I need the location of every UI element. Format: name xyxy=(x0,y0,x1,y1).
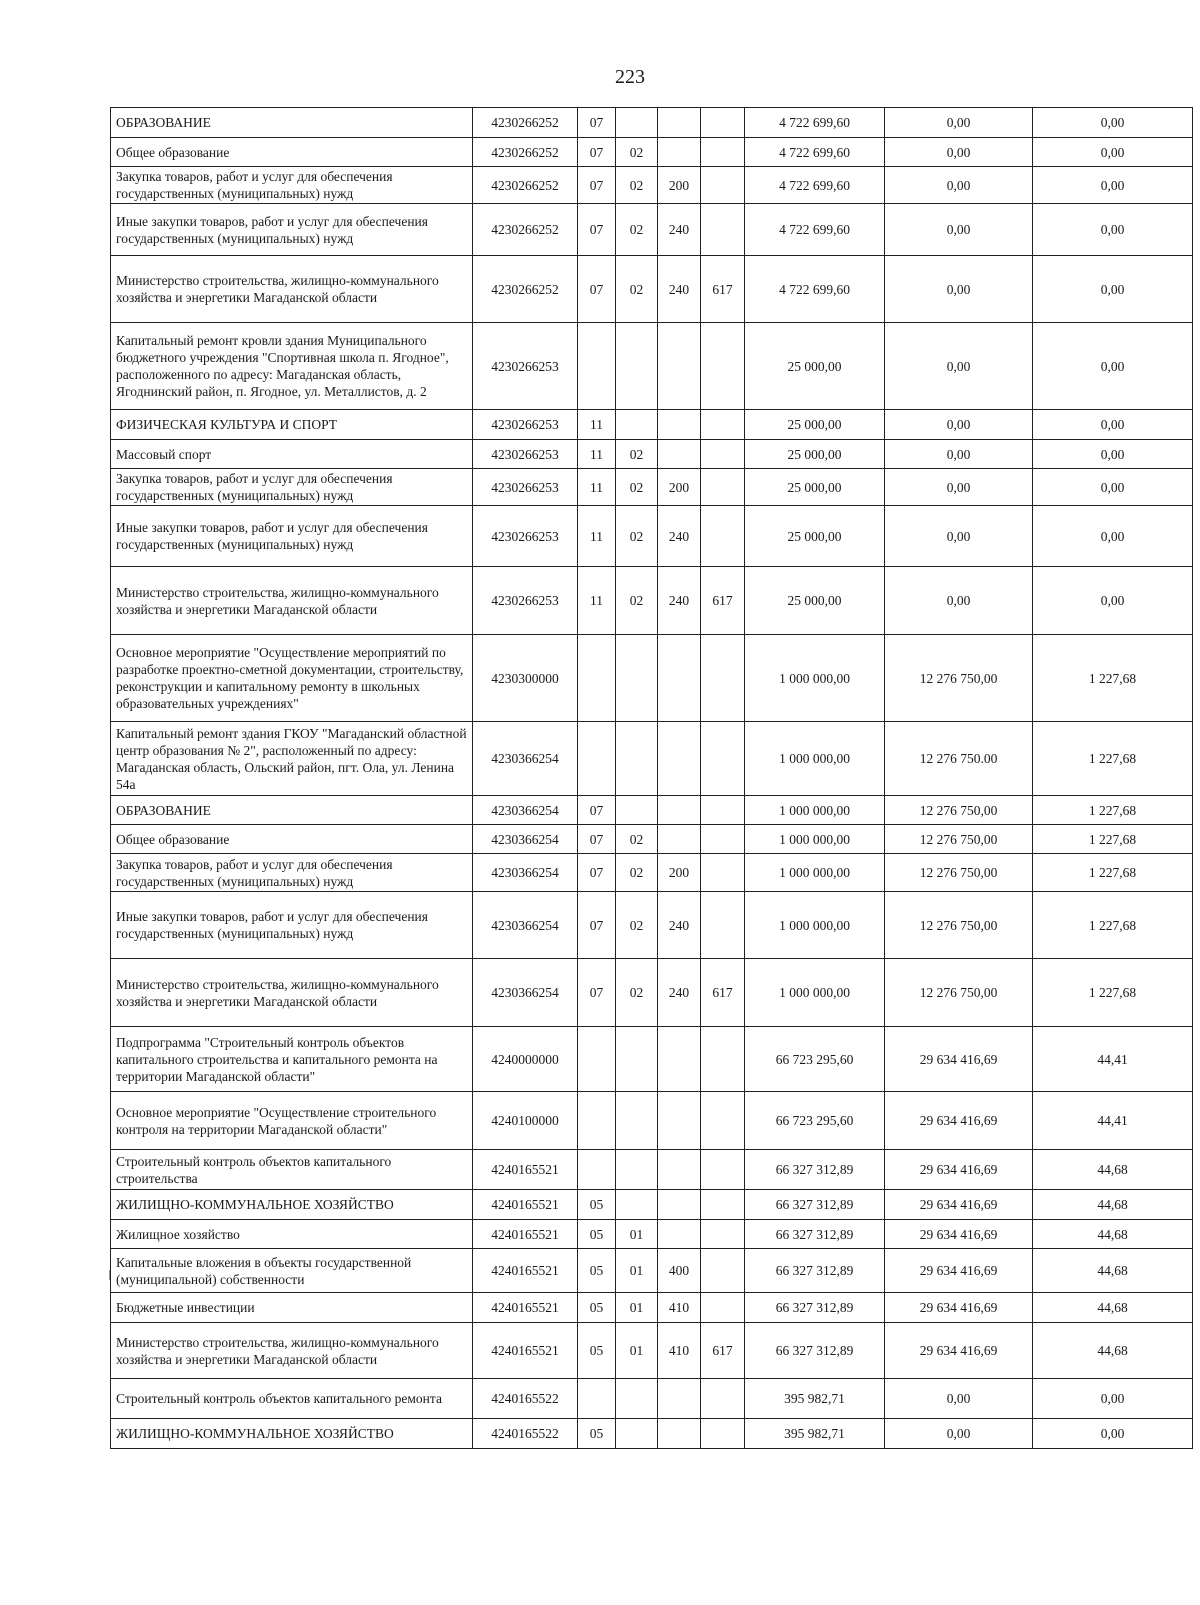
administrator-code xyxy=(701,138,745,167)
section-code xyxy=(578,1150,616,1190)
actual-amount: 0,00 xyxy=(885,167,1033,204)
planned-amount: 66 327 312,89 xyxy=(745,1249,885,1293)
administrator-code xyxy=(701,1150,745,1190)
expense-type-code xyxy=(658,1379,701,1419)
execution-percent: 0,00 xyxy=(1033,1419,1193,1449)
administrator-code xyxy=(701,1379,745,1419)
table-body xyxy=(111,108,1193,1449)
actual-amount: 0,00 xyxy=(885,567,1033,635)
section-code: 05 xyxy=(578,1249,616,1293)
subsection-code: 01 xyxy=(616,1249,658,1293)
subsection-code: 02 xyxy=(616,256,658,323)
planned-amount: 4 722 699,60 xyxy=(745,167,885,204)
administrator-code xyxy=(701,722,745,796)
subsection-code: 02 xyxy=(616,440,658,469)
budget-item-name: Министерство строительства, жилищно-коммунального хозяйства и энергетики Магаданской области xyxy=(111,567,473,635)
budget-item-name: Министерство строительства, жилищно-коммунального хозяйства и энергетики Магаданской области xyxy=(111,256,473,323)
execution-percent: 0,00 xyxy=(1033,440,1193,469)
expense-type-code xyxy=(658,1220,701,1249)
subsection-code xyxy=(616,410,658,440)
section-code: 05 xyxy=(578,1293,616,1323)
expense-type-code: 240 xyxy=(658,256,701,323)
expense-type-code xyxy=(658,108,701,138)
expense-type-code: 410 xyxy=(658,1323,701,1379)
section-code: 07 xyxy=(578,825,616,854)
section-code xyxy=(578,1027,616,1092)
budget-item-name: Основное мероприятие "Осуществление мероприятий по разработке проектно-сметной документации, строительству, реконструкции и капитальному ремонту в школьных образовательных учреждениях" xyxy=(111,635,473,722)
planned-amount: 1 000 000,00 xyxy=(745,825,885,854)
table-row xyxy=(111,959,1193,1027)
actual-amount: 12 276 750,00 xyxy=(885,854,1033,892)
actual-amount: 0,00 xyxy=(885,108,1033,138)
budget-item-name: Иные закупки товаров, работ и услуг для обеспечения государственных (муниципальных) нужд xyxy=(111,204,473,256)
target-article-code: 4240100000 xyxy=(473,1092,578,1150)
budget-item-name: Закупка товаров, работ и услуг для обеспечения государственных (муниципальных) нужд xyxy=(111,854,473,892)
actual-amount: 0,00 xyxy=(885,1419,1033,1449)
administrator-code xyxy=(701,1220,745,1249)
table-row xyxy=(111,796,1193,825)
target-article-code: 4230300000 xyxy=(473,635,578,722)
execution-percent: 0,00 xyxy=(1033,256,1193,323)
execution-percent: 44,41 xyxy=(1033,1027,1193,1092)
actual-amount: 29 634 416,69 xyxy=(885,1150,1033,1190)
section-code: 05 xyxy=(578,1323,616,1379)
table-row xyxy=(111,825,1193,854)
target-article-code: 4230266253 xyxy=(473,567,578,635)
target-article-code: 4230366254 xyxy=(473,959,578,1027)
planned-amount: 4 722 699,60 xyxy=(745,108,885,138)
expense-type-code xyxy=(658,722,701,796)
actual-amount: 12 276 750,00 xyxy=(885,959,1033,1027)
planned-amount: 4 722 699,60 xyxy=(745,138,885,167)
subsection-code: 02 xyxy=(616,567,658,635)
target-article-code: 4230366254 xyxy=(473,854,578,892)
subsection-code: 02 xyxy=(616,506,658,567)
section-code: 07 xyxy=(578,167,616,204)
execution-percent: 44,68 xyxy=(1033,1293,1193,1323)
actual-amount: 0,00 xyxy=(885,323,1033,410)
administrator-code xyxy=(701,635,745,722)
table-row xyxy=(111,1419,1193,1449)
administrator-code xyxy=(701,204,745,256)
budget-item-name: ЖИЛИЩНО-КОММУНАЛЬНОЕ ХОЗЯЙСТВО xyxy=(111,1190,473,1220)
subsection-code xyxy=(616,796,658,825)
administrator-code xyxy=(701,892,745,959)
execution-percent: 0,00 xyxy=(1033,204,1193,256)
target-article-code: 4240165521 xyxy=(473,1150,578,1190)
section-code: 07 xyxy=(578,959,616,1027)
table-row xyxy=(111,256,1193,323)
target-article-code: 4240165521 xyxy=(473,1190,578,1220)
target-article-code: 4230266253 xyxy=(473,323,578,410)
expense-type-code xyxy=(658,796,701,825)
execution-percent: 0,00 xyxy=(1033,138,1193,167)
actual-amount: 0,00 xyxy=(885,469,1033,506)
administrator-code xyxy=(701,440,745,469)
planned-amount: 25 000,00 xyxy=(745,469,885,506)
target-article-code: 4230366254 xyxy=(473,722,578,796)
section-code xyxy=(578,323,616,410)
expense-type-code xyxy=(658,323,701,410)
target-article-code: 4230266252 xyxy=(473,138,578,167)
administrator-code xyxy=(701,1027,745,1092)
execution-percent: 1 227,68 xyxy=(1033,959,1193,1027)
section-code: 11 xyxy=(578,440,616,469)
expense-type-code xyxy=(658,825,701,854)
administrator-code xyxy=(701,1190,745,1220)
actual-amount: 29 634 416,69 xyxy=(885,1293,1033,1323)
table-row xyxy=(111,1150,1193,1190)
expense-type-code xyxy=(658,138,701,167)
section-code: 07 xyxy=(578,108,616,138)
actual-amount: 0,00 xyxy=(885,256,1033,323)
planned-amount: 66 723 295,60 xyxy=(745,1027,885,1092)
subsection-code xyxy=(616,1092,658,1150)
section-code: 11 xyxy=(578,506,616,567)
section-code: 07 xyxy=(578,892,616,959)
table-row xyxy=(111,410,1193,440)
administrator-code xyxy=(701,108,745,138)
administrator-code: 617 xyxy=(701,1323,745,1379)
expense-type-code xyxy=(658,440,701,469)
budget-item-name: Иные закупки товаров, работ и услуг для обеспечения государственных (муниципальных) нужд xyxy=(111,892,473,959)
section-code xyxy=(578,1379,616,1419)
section-code: 11 xyxy=(578,410,616,440)
expense-type-code xyxy=(658,1150,701,1190)
budget-item-name: Иные закупки товаров, работ и услуг для обеспечения государственных (муниципальных) нужд xyxy=(111,506,473,567)
execution-percent: 44,68 xyxy=(1033,1249,1193,1293)
administrator-code xyxy=(701,825,745,854)
administrator-code xyxy=(701,1249,745,1293)
section-code xyxy=(578,1092,616,1150)
target-article-code: 4240000000 xyxy=(473,1027,578,1092)
administrator-code xyxy=(701,1092,745,1150)
administrator-code xyxy=(701,323,745,410)
budget-item-name: ЖИЛИЩНО-КОММУНАЛЬНОЕ ХОЗЯЙСТВО xyxy=(111,1419,473,1449)
target-article-code: 4230366254 xyxy=(473,892,578,959)
section-code: 07 xyxy=(578,138,616,167)
target-article-code: 4240165521 xyxy=(473,1249,578,1293)
planned-amount: 1 000 000,00 xyxy=(745,854,885,892)
target-article-code: 4230266253 xyxy=(473,506,578,567)
expense-type-code: 240 xyxy=(658,567,701,635)
actual-amount: 0,00 xyxy=(885,410,1033,440)
planned-amount: 66 327 312,89 xyxy=(745,1323,885,1379)
table-row xyxy=(111,722,1193,796)
budget-item-name: Общее образование xyxy=(111,138,473,167)
execution-percent: 0,00 xyxy=(1033,567,1193,635)
budget-item-name: Основное мероприятие "Осуществление строительного контроля на территории Магаданской области" xyxy=(111,1092,473,1150)
planned-amount: 1 000 000,00 xyxy=(745,796,885,825)
planned-amount: 25 000,00 xyxy=(745,506,885,567)
administrator-code xyxy=(701,1419,745,1449)
execution-percent: 0,00 xyxy=(1033,1379,1193,1419)
budget-item-name: Капитальный ремонт здания ГКОУ "Магаданский областной центр образования № 2", расположенный по адресу: Магаданская область, Ольский район, пгт. Ола, ул. Ленина 54а xyxy=(111,722,473,796)
budget-item-name: ОБРАЗОВАНИЕ xyxy=(111,108,473,138)
subsection-code xyxy=(616,1419,658,1449)
actual-amount: 29 634 416,69 xyxy=(885,1220,1033,1249)
budget-item-name: Бюджетные инвестиции xyxy=(111,1293,473,1323)
planned-amount: 25 000,00 xyxy=(745,410,885,440)
table-row xyxy=(111,167,1193,204)
administrator-code xyxy=(701,506,745,567)
subsection-code xyxy=(616,635,658,722)
actual-amount: 29 634 416,69 xyxy=(885,1323,1033,1379)
table-row xyxy=(111,108,1193,138)
section-code: 07 xyxy=(578,256,616,323)
planned-amount: 395 982,71 xyxy=(745,1419,885,1449)
budget-item-name: Строительный контроль объектов капитального строительства xyxy=(111,1150,473,1190)
subsection-code xyxy=(616,1027,658,1092)
actual-amount: 0,00 xyxy=(885,440,1033,469)
section-code: 05 xyxy=(578,1190,616,1220)
table-row xyxy=(111,1190,1193,1220)
budget-item-name: Подпрограмма "Строительный контроль объектов капитального строительства и капитального ремонта на территории Магаданской области" xyxy=(111,1027,473,1092)
expense-type-code: 200 xyxy=(658,469,701,506)
table-row xyxy=(111,469,1193,506)
actual-amount: 0,00 xyxy=(885,204,1033,256)
administrator-code xyxy=(701,796,745,825)
budget-item-name: Жилищное хозяйство xyxy=(111,1220,473,1249)
actual-amount: 12 276 750,00 xyxy=(885,825,1033,854)
expense-type-code xyxy=(658,410,701,440)
expense-type-code xyxy=(658,1092,701,1150)
section-code: 07 xyxy=(578,204,616,256)
budget-item-name: ОБРАЗОВАНИЕ xyxy=(111,796,473,825)
budget-item-name: Массовый спорт xyxy=(111,440,473,469)
planned-amount: 25 000,00 xyxy=(745,440,885,469)
subsection-code: 02 xyxy=(616,959,658,1027)
expense-type-code xyxy=(658,1027,701,1092)
actual-amount: 29 634 416,69 xyxy=(885,1249,1033,1293)
execution-percent: 0,00 xyxy=(1033,108,1193,138)
expense-type-code: 240 xyxy=(658,892,701,959)
subsection-code xyxy=(616,1190,658,1220)
execution-percent: 0,00 xyxy=(1033,167,1193,204)
expense-type-code: 240 xyxy=(658,506,701,567)
subsection-code: 02 xyxy=(616,892,658,959)
subsection-code: 01 xyxy=(616,1293,658,1323)
section-code xyxy=(578,722,616,796)
section-code: 11 xyxy=(578,469,616,506)
execution-percent: 0,00 xyxy=(1033,506,1193,567)
administrator-code xyxy=(701,854,745,892)
administrator-code xyxy=(701,167,745,204)
planned-amount: 1 000 000,00 xyxy=(745,959,885,1027)
budget-item-name: Министерство строительства, жилищно-коммунального хозяйства и энергетики Магаданской области xyxy=(111,1323,473,1379)
execution-percent: 1 227,68 xyxy=(1033,825,1193,854)
subsection-code xyxy=(616,1150,658,1190)
execution-percent: 1 227,68 xyxy=(1033,635,1193,722)
expense-type-code: 400 xyxy=(658,1249,701,1293)
actual-amount: 29 634 416,69 xyxy=(885,1190,1033,1220)
target-article-code: 4240165522 xyxy=(473,1419,578,1449)
target-article-code: 4230266252 xyxy=(473,167,578,204)
table-row xyxy=(111,1379,1193,1419)
execution-percent: 0,00 xyxy=(1033,323,1193,410)
administrator-code xyxy=(701,410,745,440)
table-row xyxy=(111,138,1193,167)
target-article-code: 4240165522 xyxy=(473,1379,578,1419)
planned-amount: 1 000 000,00 xyxy=(745,635,885,722)
administrator-code: 617 xyxy=(701,959,745,1027)
subsection-code: 02 xyxy=(616,854,658,892)
table-row xyxy=(111,1027,1193,1092)
table-row xyxy=(111,567,1193,635)
table-row xyxy=(111,1220,1193,1249)
execution-percent: 44,68 xyxy=(1033,1150,1193,1190)
execution-percent: 44,68 xyxy=(1033,1323,1193,1379)
administrator-code: 617 xyxy=(701,567,745,635)
actual-amount: 29 634 416,69 xyxy=(885,1027,1033,1092)
table-row xyxy=(111,635,1193,722)
planned-amount: 4 722 699,60 xyxy=(745,256,885,323)
expense-type-code: 240 xyxy=(658,204,701,256)
planned-amount: 25 000,00 xyxy=(745,567,885,635)
planned-amount: 395 982,71 xyxy=(745,1379,885,1419)
budget-item-name: Капитальные вложения в объекты государственной (муниципальной) собственности xyxy=(111,1249,473,1293)
actual-amount: 12 276 750,00 xyxy=(885,635,1033,722)
actual-amount: 12 276 750.00 xyxy=(885,722,1033,796)
actual-amount: 12 276 750,00 xyxy=(885,796,1033,825)
target-article-code: 4230266252 xyxy=(473,108,578,138)
planned-amount: 4 722 699,60 xyxy=(745,204,885,256)
subsection-code: 01 xyxy=(616,1323,658,1379)
administrator-code: 617 xyxy=(701,256,745,323)
budget-item-name: Закупка товаров, работ и услуг для обеспечения государственных (муниципальных) нужд xyxy=(111,167,473,204)
scan-artifact xyxy=(109,1270,110,1280)
actual-amount: 0,00 xyxy=(885,1379,1033,1419)
target-article-code: 4230366254 xyxy=(473,796,578,825)
actual-amount: 0,00 xyxy=(885,138,1033,167)
execution-percent: 0,00 xyxy=(1033,410,1193,440)
target-article-code: 4230266252 xyxy=(473,256,578,323)
execution-percent: 1 227,68 xyxy=(1033,892,1193,959)
actual-amount: 12 276 750,00 xyxy=(885,892,1033,959)
subsection-code: 01 xyxy=(616,1220,658,1249)
table-row xyxy=(111,1293,1193,1323)
budget-item-name: Строительный контроль объектов капитального ремонта xyxy=(111,1379,473,1419)
budget-item-name: Общее образование xyxy=(111,825,473,854)
budget-item-name: Министерство строительства, жилищно-коммунального хозяйства и энергетики Магаданской области xyxy=(111,959,473,1027)
expense-type-code: 240 xyxy=(658,959,701,1027)
budget-item-name: Капитальный ремонт кровли здания Муниципального бюджетного учреждения "Спортивная школа п. Ягодное", расположенного по адресу: Магаданская область, Ягоднинский район, п. Ягодное, ул. Металлистов, д. 2 xyxy=(111,323,473,410)
target-article-code: 4230366254 xyxy=(473,825,578,854)
subsection-code xyxy=(616,108,658,138)
target-article-code: 4240165521 xyxy=(473,1220,578,1249)
table-row xyxy=(111,204,1193,256)
subsection-code: 02 xyxy=(616,138,658,167)
expense-type-code xyxy=(658,1419,701,1449)
target-article-code: 4230266253 xyxy=(473,410,578,440)
execution-percent: 44,68 xyxy=(1033,1220,1193,1249)
actual-amount: 0,00 xyxy=(885,506,1033,567)
table-row xyxy=(111,323,1193,410)
table-row xyxy=(111,1249,1193,1293)
target-article-code: 4240165521 xyxy=(473,1293,578,1323)
execution-percent: 1 227,68 xyxy=(1033,722,1193,796)
table-row xyxy=(111,1323,1193,1379)
planned-amount: 1 000 000,00 xyxy=(745,722,885,796)
subsection-code: 02 xyxy=(616,204,658,256)
section-code xyxy=(578,635,616,722)
expense-type-code xyxy=(658,1190,701,1220)
planned-amount: 66 723 295,60 xyxy=(745,1092,885,1150)
section-code: 05 xyxy=(578,1220,616,1249)
section-code: 05 xyxy=(578,1419,616,1449)
administrator-code xyxy=(701,469,745,506)
execution-percent: 1 227,68 xyxy=(1033,854,1193,892)
section-code: 07 xyxy=(578,854,616,892)
expense-type-code: 200 xyxy=(658,167,701,204)
planned-amount: 66 327 312,89 xyxy=(745,1190,885,1220)
table-row xyxy=(111,854,1193,892)
execution-percent: 0,00 xyxy=(1033,469,1193,506)
planned-amount: 1 000 000,00 xyxy=(745,892,885,959)
subsection-code xyxy=(616,722,658,796)
target-article-code: 4240165521 xyxy=(473,1323,578,1379)
subsection-code xyxy=(616,323,658,410)
section-code: 11 xyxy=(578,567,616,635)
actual-amount: 29 634 416,69 xyxy=(885,1092,1033,1150)
execution-percent: 1 227,68 xyxy=(1033,796,1193,825)
table-row xyxy=(111,506,1193,567)
subsection-code: 02 xyxy=(616,825,658,854)
target-article-code: 4230266253 xyxy=(473,440,578,469)
planned-amount: 25 000,00 xyxy=(745,323,885,410)
subsection-code: 02 xyxy=(616,167,658,204)
subsection-code: 02 xyxy=(616,469,658,506)
table-row xyxy=(111,1092,1193,1150)
expense-type-code: 200 xyxy=(658,854,701,892)
page-number: 223 xyxy=(615,66,645,88)
table-row xyxy=(111,892,1193,959)
execution-percent: 44,68 xyxy=(1033,1190,1193,1220)
target-article-code: 4230266252 xyxy=(473,204,578,256)
execution-percent: 44,41 xyxy=(1033,1092,1193,1150)
table-row xyxy=(111,440,1193,469)
planned-amount: 66 327 312,89 xyxy=(745,1220,885,1249)
expense-type-code xyxy=(658,635,701,722)
budget-item-name: Закупка товаров, работ и услуг для обеспечения государственных (муниципальных) нужд xyxy=(111,469,473,506)
planned-amount: 66 327 312,89 xyxy=(745,1150,885,1190)
administrator-code xyxy=(701,1293,745,1323)
target-article-code: 4230266253 xyxy=(473,469,578,506)
planned-amount: 66 327 312,89 xyxy=(745,1293,885,1323)
section-code: 07 xyxy=(578,796,616,825)
budget-table xyxy=(110,107,1193,1449)
subsection-code xyxy=(616,1379,658,1419)
budget-item-name: ФИЗИЧЕСКАЯ КУЛЬТУРА И СПОРТ xyxy=(111,410,473,440)
expense-type-code: 410 xyxy=(658,1293,701,1323)
